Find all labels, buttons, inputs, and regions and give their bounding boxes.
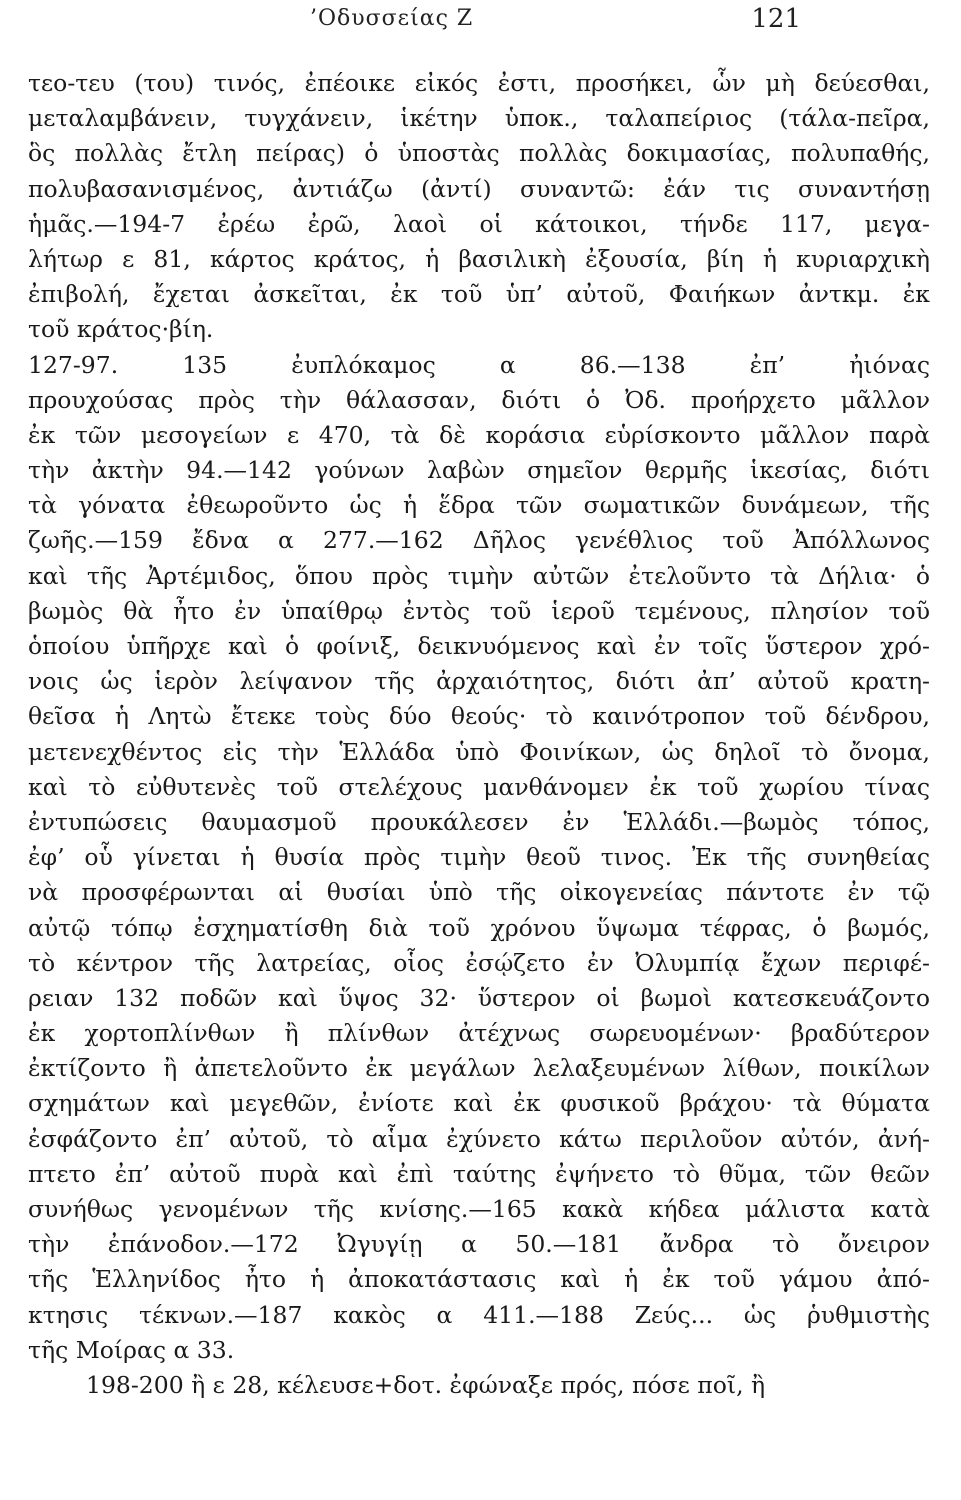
text-line: τὰ γόνατα ἐθεωροῦντο ὡς ἡ ἕδρα τῶν σωματικῶν δυνάμεων, τῆς xyxy=(28,491,930,520)
text-line: τῆς Ἑλληνίδος ἦτο ἡ ἀποκατάστασις καὶ ἡ ἐκ τοῦ γάμου ἀπό- xyxy=(28,1265,930,1294)
text-line: καὶ τὸ εὐθυτενὲς τοῦ στελέχους μανθάνομεν ἐκ τοῦ χωρίου τίνας xyxy=(28,772,930,801)
text-line: καὶ τῆς Ἀρτέμιδος, ὅπου πρὸς τιμὴν αὐτῶν ἐτελοῦντο τὰ Δήλια· ὁ xyxy=(28,561,930,590)
text-line: τῆς Μοίρας α 33. xyxy=(28,1335,235,1364)
text-line: τὸ κέντρον τῆς λατρείας, οἷος ἐσῴζετο ἐν Ὀλυμπίᾳ ἔχων περιφέ- xyxy=(28,948,930,977)
text-line: τὴν ἐπάνοδον.—172 Ὠγυγίῃ α 50.—181 ἄνδρα τὸ ὄνειρον xyxy=(28,1230,930,1259)
commentary-text xyxy=(0,66,930,1403)
text-line: λήτωρ ε 81, κάρτος κράτος, ἡ βασιλικὴ ἐξουσία, βίη ἡ κυριαρχικὴ xyxy=(28,244,930,273)
text-line: τεο-τευ (του) τινός, ἐπέοικε εἰκός ἐστι, προσήκει, ὧν μὴ δεύεσθαι, xyxy=(28,69,930,97)
text-line: μεταλαμβάνειν, τυγχάνειν, ἱκέτην ὑποκ., ταλαπείριος (τάλα-πεῖρα, xyxy=(28,104,930,133)
text-line: μετενεχθέντος εἰς τὴν Ἑλλάδα ὑπὸ Φοινίκων, ὡς δηλοῖ τὸ ὄνομα, xyxy=(28,737,930,766)
text-line: ἐπιβολή, ἔχεται ἀσκεῖται, ἐκ τοῦ ὑπ’ αὐτοῦ, Φαιήκων ἀντκμ. ἐκ xyxy=(28,280,930,309)
text-line: ἐκ χορτοπλίνθων ἢ πλίνθων ἀτέχνως σωρευομένων· βραδύτερον xyxy=(28,1019,930,1048)
text-line: 127-97. 135 ἐυπλόκαμος α 86.—138 ἐπ’ ἠιόνας xyxy=(28,350,930,379)
text-line: ἐντυπώσεις θαυμασμοῦ προυκάλεσεν ἐν Ἑλλάδι.—βωμὸς τόπος, xyxy=(28,807,930,836)
text-line: σχημάτων καὶ μεγεθῶν, ἐνίοτε καὶ ἐκ φυσικοῦ βράχου· τὰ θύματα xyxy=(28,1089,930,1118)
running-title: ’Οδυσσείας Ζ xyxy=(310,6,474,31)
text-line: ὁποίου ὑπῆρχε καὶ ὁ φοίνιξ, δεικνυόμενος καὶ ἐν τοῖς ὕστερον χρό- xyxy=(28,632,930,660)
text-line: νοις ὡς ἱερὸν λείψανον τῆς ἀρχαιότητος, διότι ἀπ’ αὐτοῦ κρατη- xyxy=(28,667,930,696)
text-line: αὐτῷ τόπῳ ἐσχηματίσθη διὰ τοῦ χρόνου ὕψωμα τέφρας, ὁ βωμός, xyxy=(28,913,930,942)
text-line: 198-200 ἢ ε 28, κέλευσε+δοτ. ἐφώναξε πρός, πόσε ποῖ, ἢ xyxy=(86,1370,766,1399)
text-line: πολυβασανισμένος, ἀντιάζω (ἀντί) συναντῶ: ἐάν τις συναντήσῃ xyxy=(28,174,930,203)
text-line: ἐφ’ οὗ γίνεται ἡ θυσία πρὸς τιμὴν θεοῦ τινος. Ἐκ τῆς συνηθείας xyxy=(28,843,930,872)
text-line: ἐκτίζοντο ἢ ἀπετελοῦντο ἐκ μεγάλων λελαξευμένων λίθων, ποικίλων xyxy=(28,1054,930,1083)
text-line: ζωῆς.—159 ἔδνα α 277.—162 Δῆλος γενέθλιος τοῦ Ἀπόλλωνος xyxy=(28,526,930,555)
text-line: ὃς πολλὰς ἔτλη πείρας) ὁ ὑποστὰς πολλὰς δοκιμασίας, πολυπαθής, xyxy=(28,139,930,168)
text-line: τὴν ἀκτὴν 94.—142 γούνων λαβὼν σημεῖον θερμῆς ἱκεσίας, διότι xyxy=(28,456,930,485)
text-line: θεῖσα ἡ Λητὼ ἔτεκε τοὺς δύο θεούς· τὸ καινότροπον τοῦ δένδρου, xyxy=(28,702,930,731)
text-line: νὰ προσφέρωνται αἱ θυσίαι ὑπὸ τῆς οἰκογενείας πάντοτε ἐν τῷ xyxy=(28,878,930,907)
text-line: ρειαν 132 ποδῶν καὶ ὕψος 32· ὕστερον οἱ βωμοὶ κατεσκευάζοντο xyxy=(28,983,930,1012)
text-line: κτησις τέκνων.—187 κακὸς α 411.—188 Ζεύς... ὡς ῥυθμιστὴς xyxy=(28,1300,930,1329)
text-line: ἐσφάζοντο ἐπ’ αὐτοῦ, τὸ αἷμα ἐχύνετο κάτω περιλοῦον αὐτόν, ἀνή- xyxy=(28,1124,930,1153)
text-line: βωμὸς θὰ ἦτο ἐν ὑπαίθρῳ ἐντὸς τοῦ ἱεροῦ τεμένους, πλησίον τοῦ xyxy=(28,596,930,625)
text-line: ἡμᾶς.—194-7 ἐρέω ἐρῶ, λαοὶ οἱ κάτοικοι, τήνδε 117, μεγα- xyxy=(28,209,930,238)
text-line: πτετο ἐπ’ αὐτοῦ πυρὰ καὶ ἐπὶ ταύτης ἐψήνετο τὸ θῦμα, τῶν θεῶν xyxy=(28,1159,930,1188)
text-line: συνήθως γενομένων τῆς κνίσης.—165 κακὰ κήδεα μάλιστα κατὰ xyxy=(28,1195,930,1223)
text-line: προυχούσας πρὸς τὴν θάλασσαν, διότι ὁ Ὀδ. προήρχετο μᾶλλον xyxy=(28,385,930,414)
text-line: ἐκ τῶν μεσογείων ε 470, τὰ δὲ κοράσια εὑρίσκοντο μᾶλλον παρὰ xyxy=(28,420,930,449)
text-line: τοῦ κράτος·βίη. xyxy=(28,315,214,344)
page-number: 121 xyxy=(751,4,801,34)
